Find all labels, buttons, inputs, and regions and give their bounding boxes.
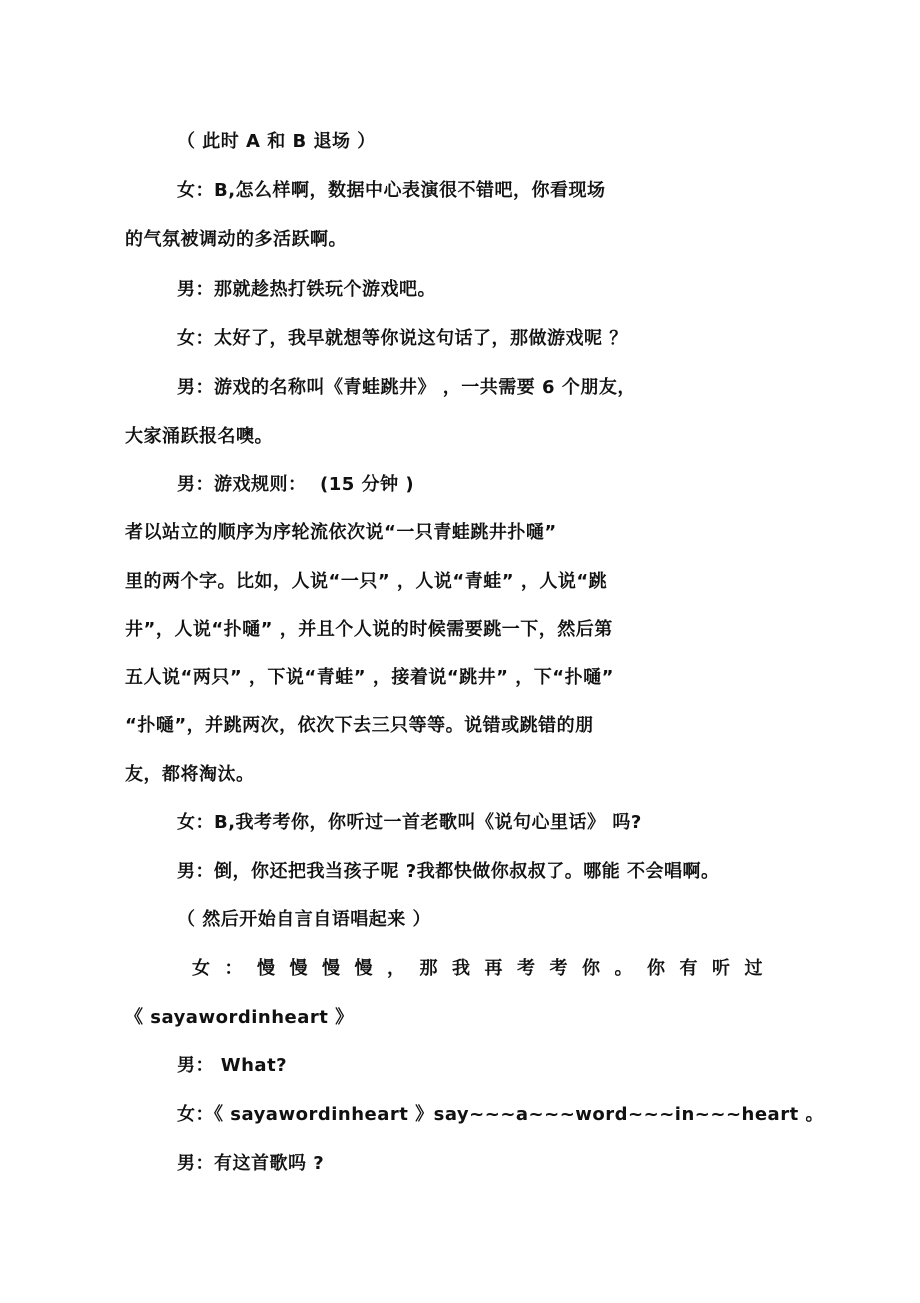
dialogue-line: 男： What? <box>177 1055 288 1076</box>
stage-direction-exit: （ 此时 A 和 B 退场 ） <box>177 131 376 152</box>
dialogue-line: 男：倒，你还把我当孩子呢 ?我都快做你叔叔了。哪能 不会唱啊。 <box>177 861 720 882</box>
dialogue-line: 男：游戏规则： (15 分钟 ) <box>177 474 415 495</box>
rules-text: 者以站立的顺序为序轮流依次说“一只青蛙跳井扑嗵” <box>125 522 557 543</box>
dialogue-line: 女：B,怎么样啊，数据中心表演很不错吧，你看现场 <box>177 180 606 201</box>
rules-text: 井”，人说“扑嗵” ，并且个人说的时候需要跳一下，然后第 <box>125 619 613 640</box>
rules-text: 五人说“两只” ，下说“青蛙” ，接着说“跳井” ，下“扑嗵” <box>125 667 614 688</box>
rules-text: 友，都将淘汰。 <box>125 764 255 785</box>
dialogue-line: 男：那就趁热打铁玩个游戏吧。 <box>177 279 436 300</box>
dialogue-line: 女：慢慢慢慢，那我再考考你。你有听过 <box>192 958 777 979</box>
dialogue-continuation: 的气氛被调动的多活跃啊。 <box>125 229 347 250</box>
dialogue-continuation: 《 sayawordinheart 》 <box>125 1007 354 1028</box>
dialogue-line: 男：有这首歌吗 ? <box>177 1153 325 1174</box>
stage-direction-sing: （ 然后开始自言自语唱起来 ） <box>177 909 432 930</box>
dialogue-line: 女：《 sayawordinheart 》say~~~a~~~word~~~in~~~heart 。 <box>177 1104 824 1125</box>
dialogue-continuation: 大家涌跃报名噢。 <box>125 426 273 447</box>
dialogue-line: 男：游戏的名称叫《青蛙跳井》 ，一共需要 6 个朋友， <box>177 377 636 398</box>
dialogue-line: 女：太好了，我早就想等你说这句话了，那做游戏呢 ？ <box>177 328 628 349</box>
rules-text: 里的两个字。比如，人说“一只” ，人说“青蛙” ，人说“跳 <box>125 571 608 592</box>
dialogue-line: 女：B,我考考你，你听过一首老歌叫《说句心里话》 吗? <box>177 812 642 833</box>
rules-text: “扑嗵”，并跳两次，依次下去三只等等。说错或跳错的朋 <box>125 715 594 736</box>
